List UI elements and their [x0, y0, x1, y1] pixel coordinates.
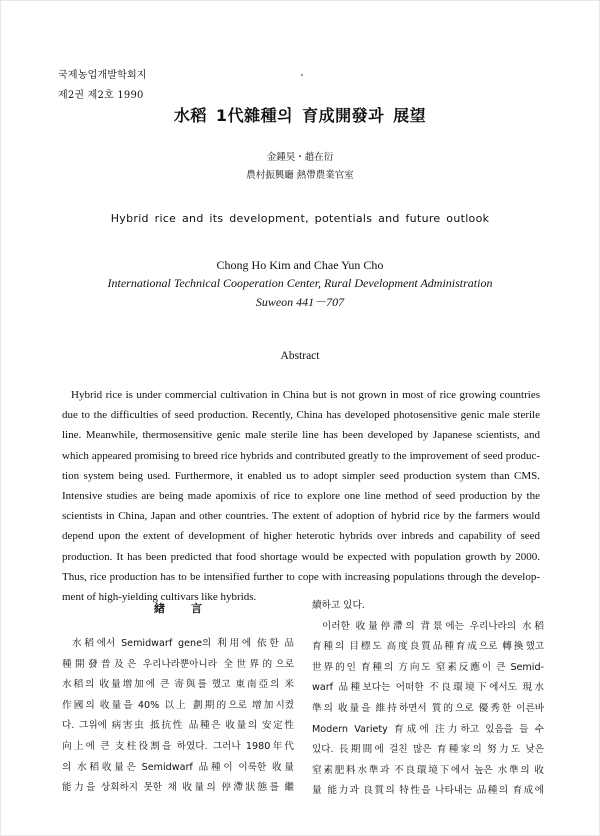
abstract-line: production. It has been predicted that food shortage would be expected with population growth by 2000. [62, 550, 540, 563]
body-line: 向上에 큰 支柱役割을 하였다. 그러나 1980年代 [62, 740, 294, 752]
body-line: 續하고 있다. [312, 600, 365, 611]
author-names-english: Chong Ho Kim and Chae Yun Cho [216, 258, 384, 272]
abstract-line: ment of high-yielding cultivars like hybrids. [62, 591, 257, 604]
paper-title-english: Hybrid rice and its development, potentials and future outlook [110, 212, 490, 225]
body-line: 있다. 長期間에 걸친 많은 育種家의 努力도 낮은 [312, 744, 544, 756]
abstract-body [62, 385, 540, 607]
abstract-line: tion system being used. Furthermore, it enabled us to adopt simpler seed production system than CMS. [62, 469, 540, 482]
body-line: 種開發普及은 우리나라뿐아니라 全世界的으로 [62, 658, 294, 670]
affiliation-english [0, 274, 600, 312]
body-line: 다. 그위에 病害虫 抵抗性 品種은 收量의 安定性 [62, 720, 294, 732]
body-line: 育種의 目標도 高度良質品種育成으로 轉換했고 [312, 641, 544, 653]
abstract-line: Hybrid rice is under commercial cultivation in China but is not grown in most of rice growing countries [71, 389, 540, 401]
affiliation-english-institution: International Technical Cooperation Center, Rural Development Administration [107, 276, 493, 290]
journal-name: 국제농업개발학회지 [58, 70, 147, 81]
body-line: 準의 收量을 維持하면서 質的으로 優秀한 이른바 [312, 702, 544, 714]
authors-korean [0, 149, 600, 185]
abstract-line: Thus, rice production has to be intensified further to cope with increasing populations through the develop- [62, 570, 540, 583]
paper-title-korean: 水稻 1代雜種의 育成開發과 展望 [173, 106, 427, 125]
affiliation-english-address: Suweon 441－707 [255, 295, 345, 309]
affiliation-korean: 農村振興廳 熱帶農業官室 [246, 170, 354, 181]
abstract-line: due to the difficulties of seed production. Recently, China has developed photosensitive genic male sterile [62, 409, 540, 422]
body-line: Modern Variety 育成에 注力하고 있음을 들 수 [312, 723, 544, 735]
abstract-line: depend upon the extent of development of higher heterotic hybrids over inbreds and capability of seed [62, 530, 540, 543]
abstract-line: which appeared promising to breed rice hybrids and contributed greatly to the improvement of seed produc- [62, 449, 540, 462]
body-line: 水稻에서 Semidwarf gene의 利用에 依한 品 [72, 638, 294, 649]
body-line: 의 水稻收量은 Semidwarf 品種이 이룩한 收量 [62, 761, 294, 773]
journal-header [58, 66, 147, 106]
body-line: warf 品種보다는 어떠한 不良環境下에서도 現水 [312, 682, 544, 694]
body-line: 作國의 收量을 40% 以上 劃期的으로 增加시켰 [62, 699, 294, 711]
abstract-line: Intensive studies are being made apomixis of rice to explore one line method of seed production by the [62, 490, 540, 503]
body-line: 窒素肥料水準과 不良環境下에서 높은 水準의 收 [312, 764, 544, 776]
author-names-korean: 金鍾昊・趙在衍 [266, 152, 334, 163]
body-line: 世界的인 育種의 方向도 窒素反應이 큰 Semid- [312, 661, 544, 673]
abstract-line: scientists in China, Japan and other countries. The extent of adoption of hybrid rice by the farmers would [62, 510, 540, 523]
abstract-heading: Abstract [280, 350, 320, 362]
body-line: 이러한 收量停滯의 背景에는 우리나라의 水稻 [322, 620, 544, 632]
abstract-line: line. Meanwhile, thermosensitive genic male sterile line has been developed by Japanese scientists, and [62, 429, 540, 442]
scan-dot [301, 74, 303, 76]
body-column-right [312, 596, 544, 802]
body-column-left [62, 596, 294, 799]
body-line: 水稻의 收量增加에 큰 寄與를 했고 東南亞의 米 [62, 679, 294, 691]
section-heading-introduction: 緖言 [154, 602, 228, 615]
body-line: 能力을 상회하지 못한 채 收量의 停滯狀態를 繼 [62, 782, 294, 794]
body-line: 量 能力과 良質의 特性을 나타내는 品種의 育成에 [312, 785, 544, 797]
journal-volume-issue: 제2권 제2호 1990 [58, 90, 144, 101]
